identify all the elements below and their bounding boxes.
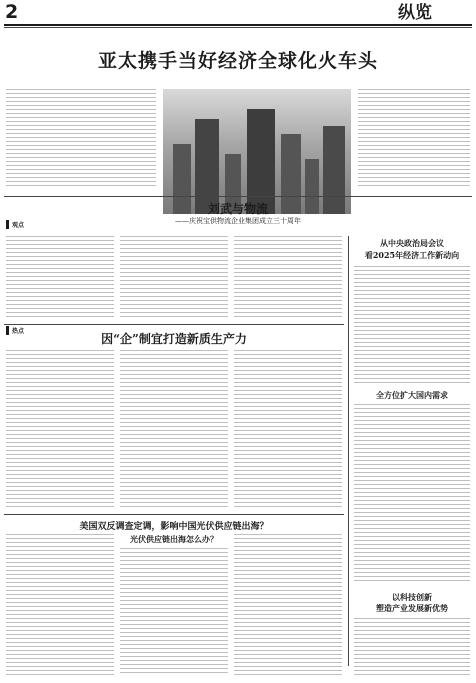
bottom-text-column-2 — [120, 548, 228, 676]
feature-text-column-3 — [234, 236, 342, 320]
feature-text-column-2 — [120, 236, 228, 320]
lead-headline: 亚太携手当好经济全球化火车头 — [97, 50, 378, 72]
feature-subhead: ——庆祝宝供物流企业集团成立三十周年 — [175, 217, 301, 225]
feature-tag: 观点 — [6, 220, 27, 229]
bottom-subhead: 光伏供应链出海怎么办？ — [130, 534, 218, 544]
bottom-text-column-1 — [6, 534, 114, 676]
sidebar-text-column-2 — [354, 404, 470, 584]
second-text-column-3 — [234, 350, 342, 510]
sidebar-text-column-3 — [354, 618, 470, 676]
sidebar-headline-1: 从中央政治局会议 — [380, 238, 444, 248]
bottom-text-column-3 — [234, 534, 342, 676]
sidebar-subhead-2: 以科技创新 — [392, 592, 432, 602]
masthead-rule-thin — [4, 27, 472, 28]
second-headline: 因“企”制宜打造新质生产力 — [101, 332, 247, 346]
feature-text-column-1 — [6, 236, 114, 320]
masthead-rule — [4, 24, 472, 26]
sidebar-text-column-1 — [354, 266, 470, 386]
bottom-divider — [4, 514, 344, 515]
page-number: 2 — [5, 1, 19, 23]
sidebar-divider — [348, 236, 349, 666]
lead-text-column-1 — [6, 89, 156, 189]
second-text-column-1 — [6, 350, 114, 510]
bottom-headline: 美国双反调查定调，影响中国光伏供应链出海？ — [79, 522, 269, 532]
sidebar-subhead-1: 全方位扩大国内需求 — [376, 390, 448, 400]
second-tag: 热点 — [6, 326, 27, 335]
lead-text-column-2 — [358, 89, 470, 189]
second-text-column-2 — [120, 350, 228, 510]
second-divider — [4, 324, 344, 325]
feature-headline: 刘武与物流 — [207, 202, 268, 216]
section-divider — [4, 196, 472, 197]
sidebar-headline-2: 看2025年经济工作新动向 — [364, 250, 460, 260]
section-logo: 纵览 — [398, 3, 432, 23]
sidebar-subhead-3: 塑造产业发展新优势 — [376, 603, 448, 613]
